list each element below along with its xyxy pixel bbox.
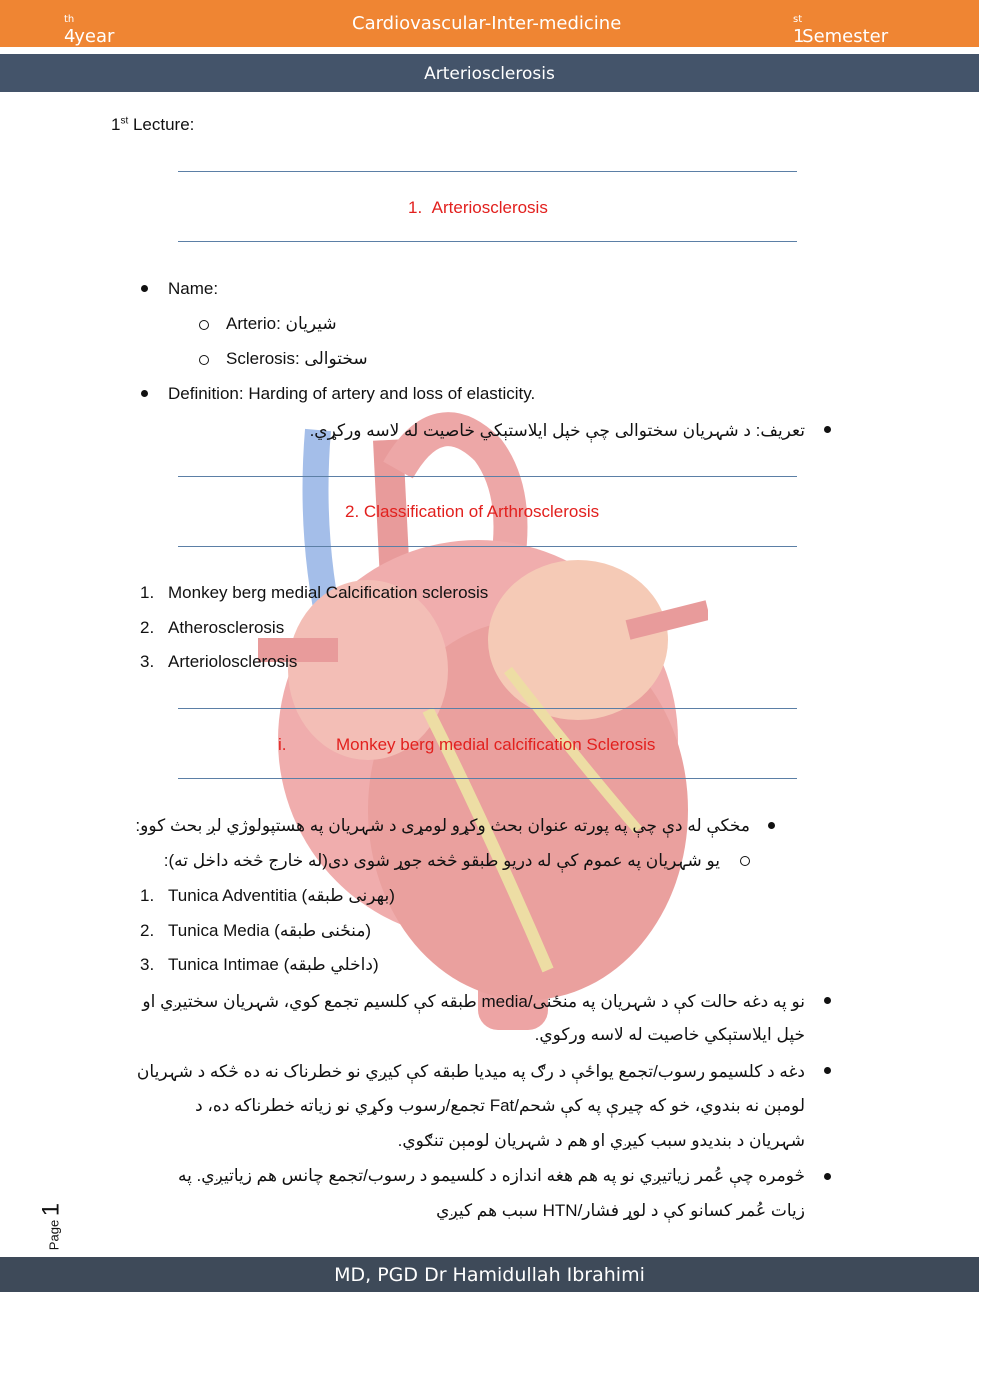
paragraph-line: لومېن نه بندوي، خو که چیرې په کې شحم/Fat تجمع/رسوب وکړي نو زیاته خطرناکه ده، د bbox=[195, 1096, 805, 1115]
layer-item: Tunica Adventitia (بهرنی طبقه) bbox=[168, 886, 395, 905]
bullet bbox=[824, 1067, 831, 1074]
definition-item: Definition: Harding of artery and loss of elasticity. bbox=[168, 384, 536, 403]
divider bbox=[178, 708, 797, 709]
class-num: 3. bbox=[140, 652, 155, 671]
divider bbox=[178, 241, 797, 242]
page-header bbox=[0, 0, 979, 47]
chapter-title: Arteriosclerosis bbox=[0, 54, 979, 92]
bullet bbox=[141, 390, 148, 397]
section-heading-1: 1. Arteriosclerosis bbox=[408, 198, 548, 217]
tarif-item: تعریف: د شہریان سختوالی چې خپل ایلاستېکي خاصیت له لاسه ورکړي. bbox=[309, 421, 805, 440]
layer-num: 3. bbox=[140, 955, 155, 974]
layer-num: 1. bbox=[140, 886, 155, 905]
paragraph-line: زیات عُمر کسانو کې د لوړ فشار/HTN سبب هم کیږي bbox=[436, 1201, 805, 1220]
bullet bbox=[141, 285, 148, 292]
layer-item: Tunica Media (منځنی طبقه) bbox=[168, 921, 372, 940]
name-label: Name: bbox=[168, 279, 219, 298]
course-title: Cardiovascular-Inter-medicine bbox=[352, 13, 622, 34]
divider bbox=[178, 546, 797, 547]
bullet bbox=[824, 997, 831, 1004]
class-item: Atherosclerosis bbox=[168, 618, 285, 637]
page-footer: MD, PGD Dr Hamidullah Ibrahimi bbox=[0, 1257, 979, 1292]
class-num: 2. bbox=[140, 618, 155, 637]
bullet bbox=[824, 1173, 831, 1180]
section-heading-3-num: i. bbox=[278, 735, 287, 754]
class-num: 1. bbox=[140, 583, 155, 602]
pashto-layers: یو شہریان په عموم کې له دریو طبقو څخه جوړ شوی دی(له خارج څخه داخل ته): bbox=[163, 851, 720, 870]
sub-bullet bbox=[740, 856, 750, 866]
lecture-label: 1st Lecture: bbox=[111, 115, 195, 134]
section-heading-3: Monkey berg medial calcification Sclerosis bbox=[336, 735, 656, 754]
page-number: Page 1 bbox=[37, 1202, 65, 1251]
divider bbox=[178, 171, 797, 172]
bullet bbox=[768, 822, 775, 829]
paragraph-line: څومره چې عُمر زیاتیږي نو په هم هغه اندازه د کلسیمو د رسوب/تجمع چانس هم زیاتیږي. په bbox=[177, 1166, 805, 1185]
class-item: Monkey berg medial Calcification sclerosis bbox=[168, 583, 489, 602]
paragraph-line: نو په دغه حالت کې د شہریان په منځنی/media طبقه کې کلسیم تجمع کوي، شہریان سختیږي او bbox=[142, 992, 805, 1011]
paragraph-line: دغه د کلسیمو رسوب/تجمع یواځې د رګ په میدیا طبقه کې کیږي نو خطرناک نه ده څکه د شہریان bbox=[136, 1062, 805, 1081]
class-item: Arteriolosclerosis bbox=[168, 652, 298, 671]
divider bbox=[178, 778, 797, 779]
layer-num: 2. bbox=[140, 921, 155, 940]
paragraph-line: شہریان د بندیدو سبب کیږي او هم د شہریان لومېن تنګوي. bbox=[397, 1131, 805, 1150]
divider bbox=[178, 476, 797, 477]
sub-bullet bbox=[199, 355, 209, 365]
semester-label: 1 $^{st}$ Semester bbox=[793, 14, 889, 47]
arterio-item: Arterio: شیریان bbox=[226, 314, 337, 333]
pashto-intro: مخکې له دې چې په پورته عنوان بحث وکړو لومړی د شہریان په هستپولوژي لږ بحث کوو: bbox=[135, 816, 750, 835]
bullet bbox=[824, 426, 831, 433]
section-heading-2: 2. Classification of Arthrosclerosis bbox=[345, 502, 600, 521]
sub-bullet bbox=[199, 320, 209, 330]
year-label: 4 $^{th}$ year bbox=[64, 14, 115, 47]
layer-item: Tunica Intimae (داخلي طبقه) bbox=[168, 955, 379, 974]
paragraph-line: خپل ایلاستېکي خاصیت له لاسه ورکوي. bbox=[534, 1025, 805, 1044]
sclerosis-item: Sclerosis: سختوالی bbox=[226, 349, 368, 368]
